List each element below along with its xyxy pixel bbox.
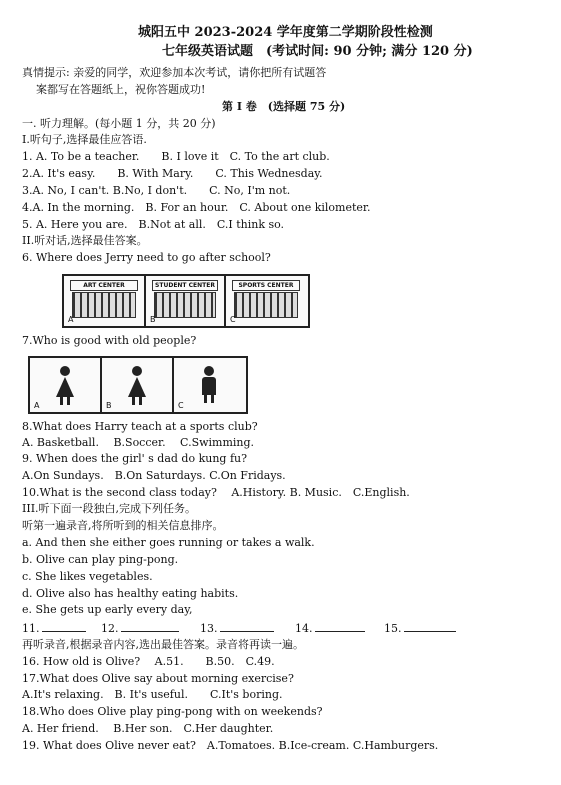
man-icon (202, 366, 216, 403)
part-2-heading: II.听对话,选择最佳答案。 (22, 234, 148, 247)
volume-heading: 第 I 卷 (选择题 75 分) (222, 100, 346, 113)
question-16: 16. How old is Olive? A.51. B.50. C.49. (22, 655, 275, 668)
q6-option-c-picture (226, 276, 306, 326)
question-9: 9. When does the girl' s dad do kung fu? (22, 452, 248, 465)
question-7: 7.Who is good with old people? (22, 334, 197, 347)
exam-subtitle: 七年级英语试题 (考试时间: 90 分钟; 满分 120 分) (162, 44, 473, 59)
question-9-options: A.On Sundays. B.On Saturdays. C.On Fridays. (22, 469, 286, 482)
q7-option-a-picture (30, 358, 102, 412)
question-18-options: A. Her friend. B.Her son. C.Her daughter. (22, 722, 274, 735)
tip-line-2: 案都写在答题纸上，祝你答题成功! (36, 83, 206, 96)
question-8-options: A. Basketball. B.Soccer. C.Swimming. (22, 436, 255, 449)
art-center-sign: ART CENTER (70, 280, 138, 291)
building-icon (234, 292, 298, 318)
tip-line-1: 真情提示: 亲爱的同学，欢迎参加本次考试，请你把所有试题答 (22, 66, 327, 79)
sentence-b: b. Olive can play ping-pong. (22, 553, 179, 566)
q6-option-a-picture (64, 276, 146, 326)
part-3-instruction: 听第一遍录音,将所听到的相关信息排序。 (22, 519, 224, 532)
answer-blanks-row (22, 621, 458, 636)
student-center-sign: STUDENT CENTER (152, 280, 218, 291)
sentence-c: c. She likes vegetables. (22, 570, 153, 583)
q7-tag-c: C (178, 401, 184, 410)
question-3: 3.A. No, I can't. B.No, I don't. C. No, I'm not. (22, 184, 291, 197)
answer-blank-13 (220, 621, 274, 632)
answer-blank-11 (42, 621, 86, 632)
q7-tag-a: A (34, 401, 40, 410)
building-icon (72, 292, 136, 318)
blank-label-13: 13. (200, 622, 218, 635)
answer-blank-12 (121, 621, 179, 632)
part-3-heading: III.听下面一段独白,完成下列任务。 (22, 502, 197, 515)
q7-tag-b: B (106, 401, 112, 410)
question-10: 10.What is the second class today? A.History. B. Music. C.English. (22, 486, 410, 499)
question-8: 8.What does Harry teach at a sports club? (22, 420, 258, 433)
question-5: 5. A. Here you are. B.Not at all. C.I think so. (22, 218, 285, 231)
q6-option-b-picture (146, 276, 226, 326)
blank-label-11: 11. (22, 622, 40, 635)
q7-picture (28, 356, 248, 414)
part-1-heading: I.听句子,选择最佳应答语. (22, 133, 147, 146)
woman-icon (128, 366, 146, 405)
sports-center-sign: SPORTS CENTER (232, 280, 300, 291)
section-heading: 一. 听力理解。(每小题 1 分，共 20 分) (22, 117, 216, 130)
q6-picture (62, 274, 310, 328)
q7-option-b-picture (102, 358, 174, 412)
sentence-e: e. She gets up early every day, (22, 603, 193, 616)
q7-option-c-picture (174, 358, 244, 412)
answer-blank-14 (315, 621, 365, 632)
question-18: 18.Who does Olive play ping-pong with on weekends? (22, 705, 323, 718)
sentence-a: a. And then she either goes running or takes a walk. (22, 536, 315, 549)
q6-tag-b: B (150, 315, 156, 324)
question-4: 4.A. In the morning. B. For an hour. C. About one kilometer. (22, 201, 371, 214)
q6-tag-c: C (230, 315, 236, 324)
answer-blank-15 (404, 621, 456, 632)
blank-label-14: 14. (295, 622, 313, 635)
part-3-instruction-2: 再听录音,根据录音内容,选出最佳答案。录音将再读一遍。 (22, 638, 304, 651)
question-17: 17.What does Olive say about morning exercise? (22, 672, 294, 685)
q6-tag-a: A (68, 315, 74, 324)
question-2: 2.A. It's easy. B. With Mary. C. This Wednesday. (22, 167, 323, 180)
girl-icon (56, 366, 74, 405)
question-6: 6. Where does Jerry need to go after school? (22, 251, 271, 264)
question-17-options: A.It's relaxing. B. It's useful. C.It's boring. (22, 688, 283, 701)
exam-title: 城阳五中 2023-2024 学年度第二学期阶段性检测 (138, 25, 433, 40)
blank-label-12: 12. (101, 622, 119, 635)
question-1: 1. A. To be a teacher. B. I love it C. To the art club. (22, 150, 330, 163)
blank-label-15: 15. (384, 622, 402, 635)
sentence-d: d. Olive also has healthy eating habits. (22, 587, 239, 600)
building-icon (154, 292, 216, 318)
question-19: 19. What does Olive never eat? A.Tomatoes. B.Ice-cream. C.Hamburgers. (22, 739, 439, 752)
